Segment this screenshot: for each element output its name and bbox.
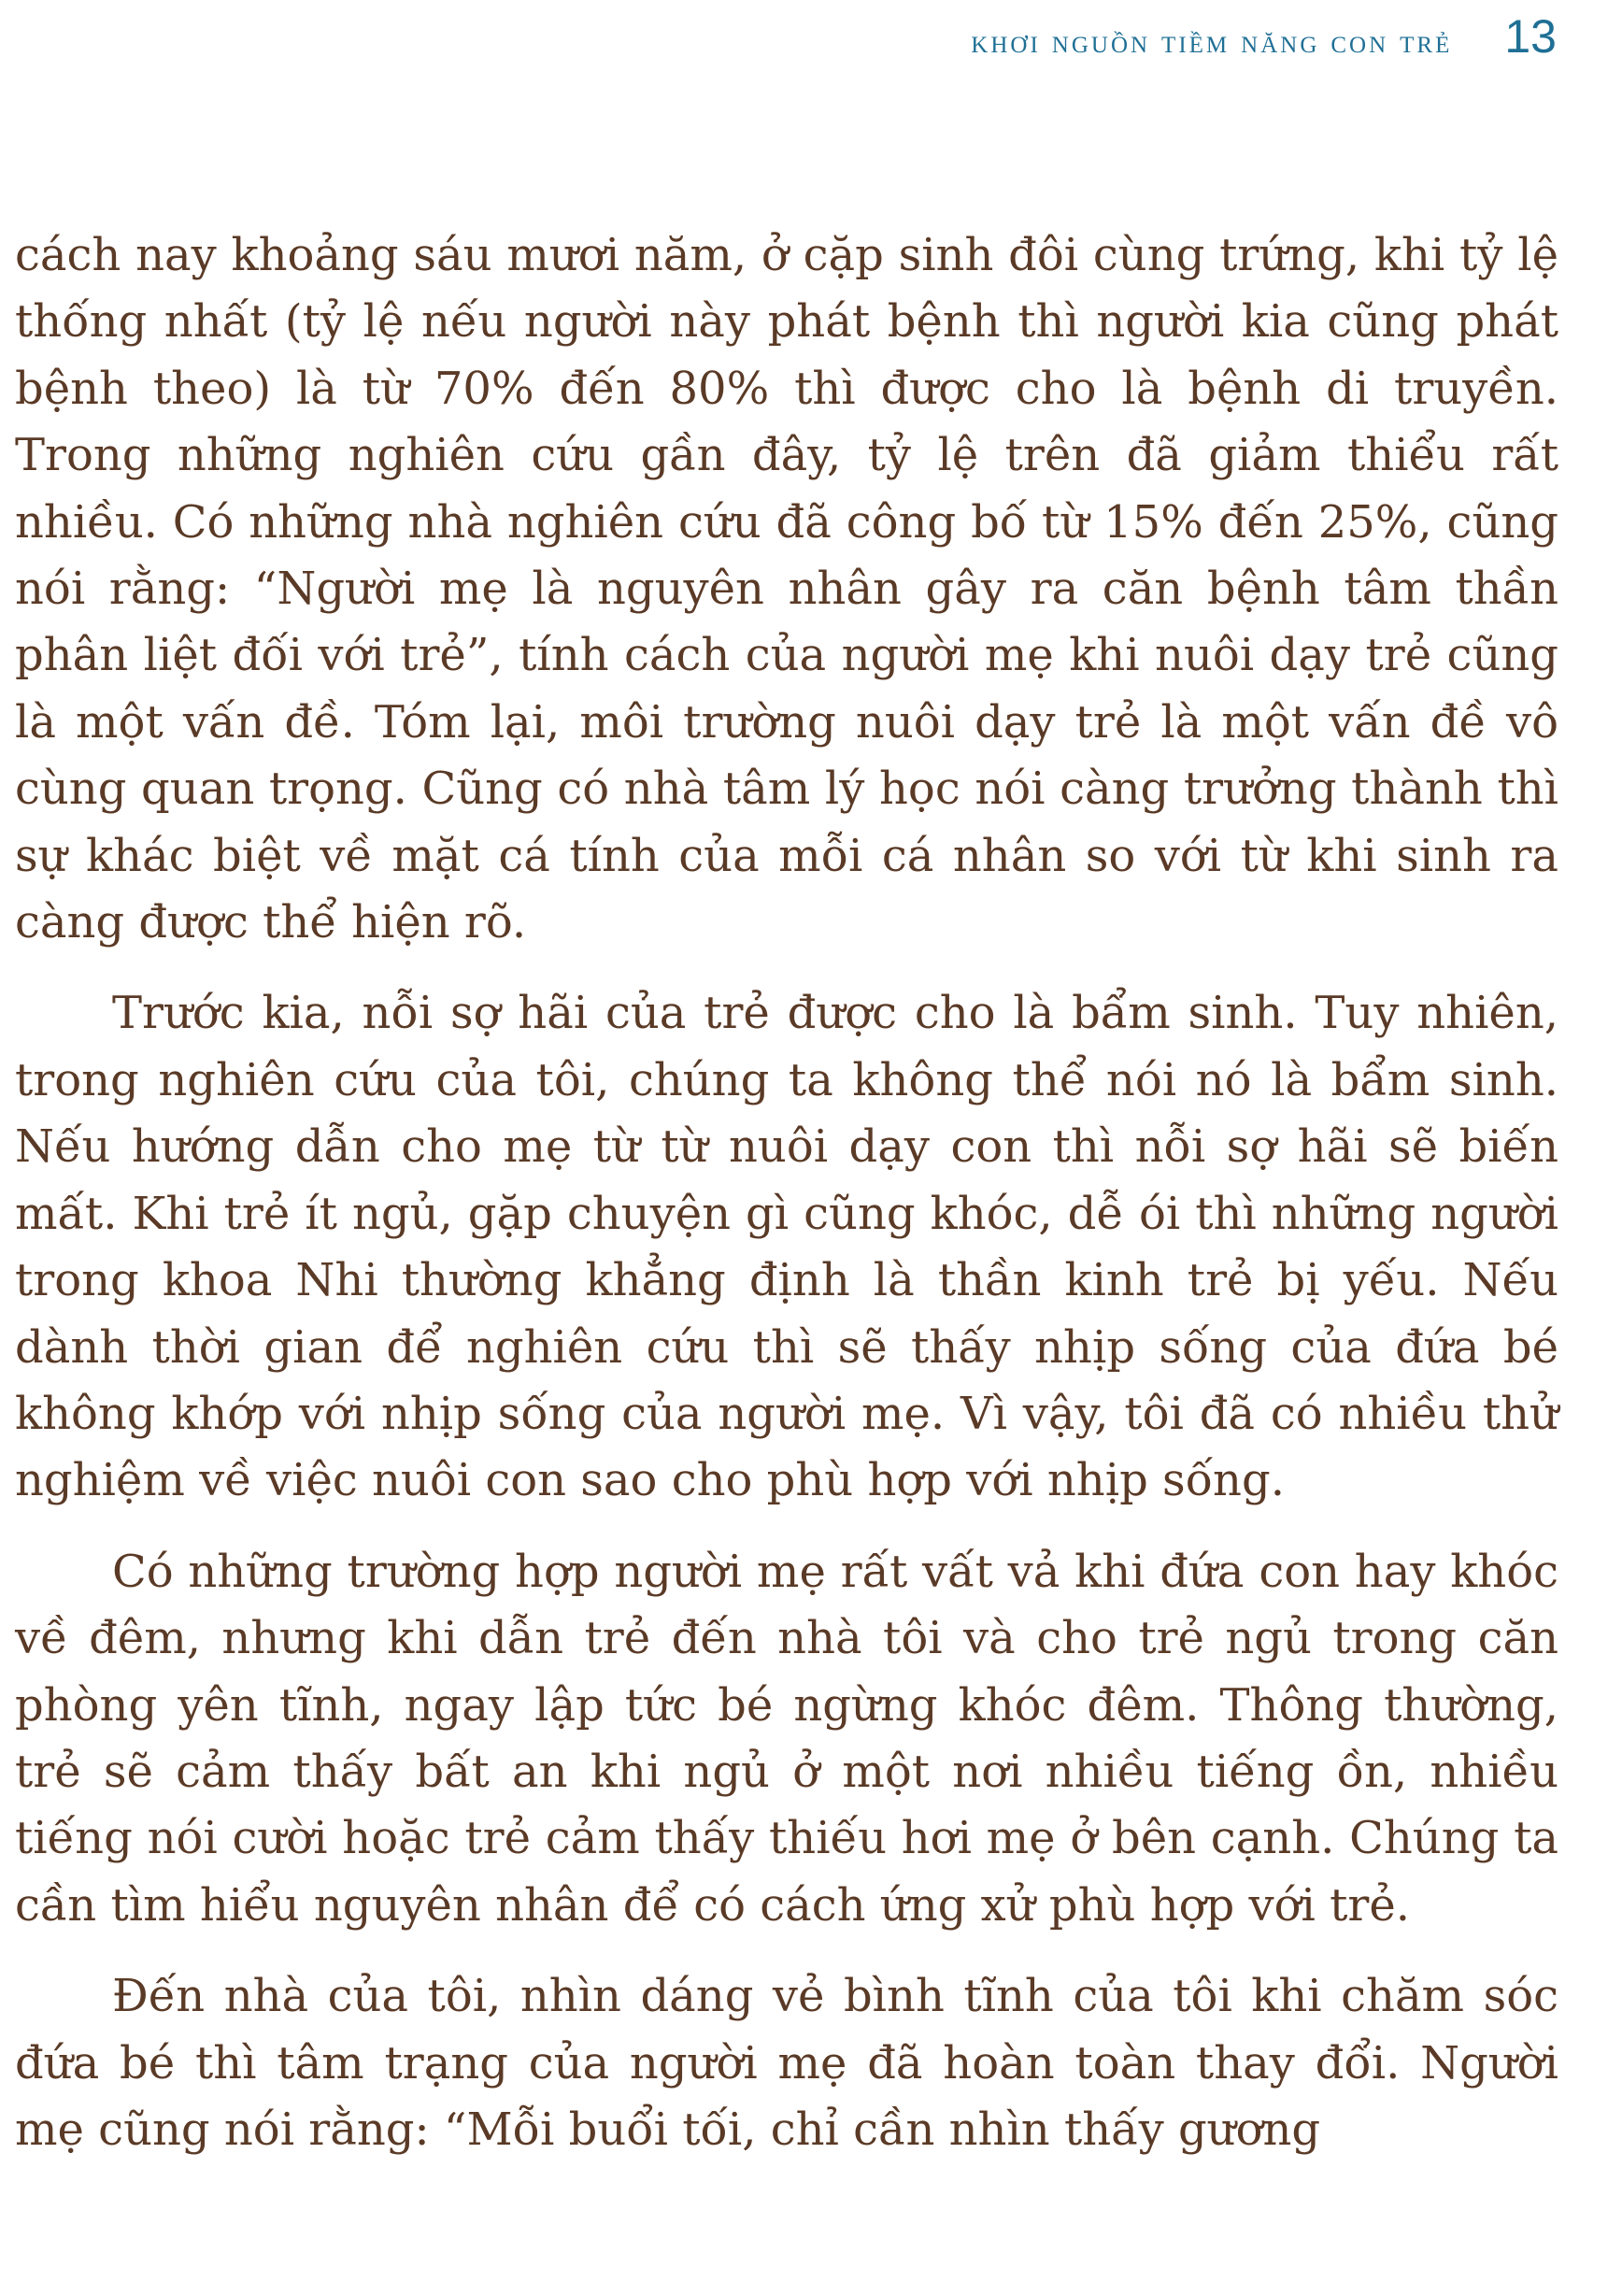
chapter-title: khơi nguồn tiềm năng con trẻ bbox=[971, 22, 1453, 60]
body-text bbox=[15, 222, 1558, 2188]
page-number: 13 bbox=[1504, 10, 1557, 63]
paragraph-3: Có những trường hợp người mẹ rất vất vả khi đứa con hay khóc về đêm, nhưng khi dẫn trẻ đến nhà tôi và cho trẻ ngủ trong căn phòng yên tĩnh, ngay lập tức bé ngừng khóc đêm. Thông thường, trẻ sẽ cảm thấy bất an khi ngủ ở một nơi nhiều tiếng ồn, nhiều tiếng nói cười hoặc trẻ cảm thấy thiếu hơi mẹ ở bên cạnh. Chúng ta cần tìm hiểu nguyên nhân để có cách ứng xử phù hợp với trẻ. bbox=[15, 1545, 1558, 1932]
paragraph-1: cách nay khoảng sáu mươi năm, ở cặp sinh đôi cùng trứng, khi tỷ lệ thống nhất (tỷ lệ nếu người này phát bệnh thì người kia cũng phát bệnh theo) là từ 70% đến 80% thì được cho là bệnh di truyền. Trong những nghiên cứu gần đây, tỷ lệ trên đã giảm thiểu rất nhiều. Có những nhà nghiên cứu đã công bố từ 15% đến 25%, cũng nói rằng: “Người mẹ là nguyên nhân gây ra căn bệnh tâm thần phân liệt đối với trẻ”, tính cách của người mẹ khi nuôi dạy trẻ cũng là một vấn đề. Tóm lại, môi trường nuôi dạy trẻ là một vấn đề vô cùng quan trọng. Cũng có nhà tâm lý học nói càng trưởng thành thì sự khác biệt về mặt cá tính của mỗi cá nhân so với từ khi sinh ra càng được thể hiện rõ. bbox=[15, 229, 1558, 949]
paragraph-2: Trước kia, nỗi sợ hãi của trẻ được cho là bẩm sinh. Tuy nhiên, trong nghiên cứu của tôi, chúng ta không thể nói nó là bẩm sinh. Nếu hướng dẫn cho mẹ từ từ nuôi dạy con thì nỗi sợ hãi sẽ biến mất. Khi trẻ ít ngủ, gặp chuyện gì cũng khóc, dễ ói thì những người trong khoa Nhi thường khẳng định là thần kinh trẻ bị yếu. Nếu dành thời gian để nghiên cứu thì sẽ thấy nhịp sống của đứa bé không khớp với nhịp sống của người mẹ. Vì vậy, tôi đã có nhiều thử nghiệm về việc nuôi con sao cho phù hợp với nhịp sống. bbox=[15, 987, 1558, 1507]
paragraph-4: Đến nhà của tôi, nhìn dáng vẻ bình tĩnh của tôi khi chăm sóc đứa bé thì tâm trạng của người mẹ đã hoàn toàn thay đổi. Người mẹ cũng nói rằng: “Mỗi buổi tối, chỉ cần nhìn thấy gương bbox=[15, 1970, 1558, 2156]
running-header bbox=[971, 9, 1557, 64]
